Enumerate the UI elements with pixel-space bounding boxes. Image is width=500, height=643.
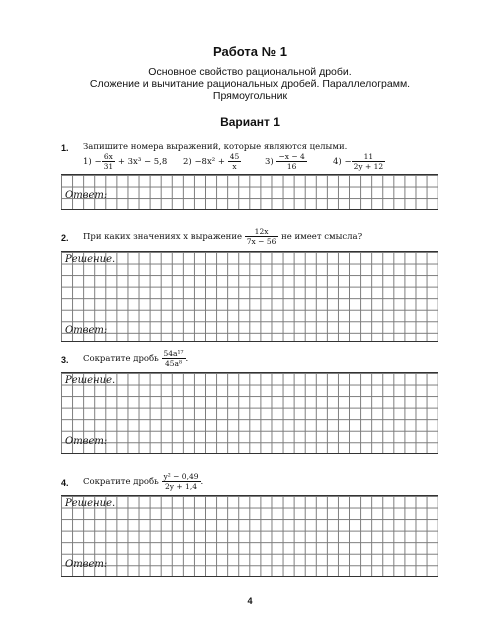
solution-label: Решение. bbox=[65, 375, 116, 386]
subtitle-line-3: Прямоугольник bbox=[212, 90, 288, 102]
solution-label: Решение. bbox=[65, 254, 116, 265]
task-2-number: 2. bbox=[61, 233, 69, 243]
answer-label: Ответ: bbox=[65, 190, 108, 201]
variant-heading: Вариант 1 bbox=[220, 115, 280, 129]
task-3-number: 3. bbox=[61, 355, 69, 365]
task-4-text: Сократите дробь $\frac{\text{y² − 0,49}}{2y + 1,4}$ . bbox=[83, 472, 204, 491]
subtitle-line-1: Основное свойство рациональной дроби. bbox=[148, 66, 352, 78]
answer-label: Ответ: bbox=[65, 325, 108, 336]
solution-grid-task-2[interactable] bbox=[61, 251, 438, 342]
page-number: 4 bbox=[247, 596, 253, 606]
answer-label: Ответ: bbox=[65, 559, 108, 570]
option-4: 4) − $\frac{11}{2y + 12}$ bbox=[333, 152, 384, 171]
task-1-text: Запишите номера выражений, которые являются целыми. bbox=[83, 142, 348, 152]
answer-label: Ответ: bbox=[65, 436, 108, 447]
page-title: Работа № 1 bbox=[213, 44, 287, 59]
task-3-text: Сократите дробь $\frac{\text{54a¹⁷}}{\text{45a⁸}}$ . bbox=[83, 349, 189, 368]
solution-grid-task-3[interactable] bbox=[61, 372, 438, 454]
subtitle-line-2: Сложение и вычитание рациональных дробей. Параллелограмм. bbox=[89, 78, 411, 90]
option-2: 2) −8x² + $\frac{45}{x}$ bbox=[183, 152, 240, 171]
task-4-number: 4. bbox=[61, 478, 69, 488]
option-1: 1) − $\frac{6x}{31}$ + 3x³ − 5,8 bbox=[83, 152, 168, 171]
task-1-number: 1. bbox=[61, 143, 69, 153]
task-2-text: При каких значениях x выражение $\frac{12x}{7x - 56}$ не имеет смысла? bbox=[83, 227, 363, 246]
solution-grid-task-4[interactable] bbox=[61, 495, 438, 577]
solution-label: Решение. bbox=[65, 498, 116, 509]
option-3: 3) $\frac{-x - 4}{16}$ bbox=[265, 152, 305, 171]
answer-grid-task-1[interactable] bbox=[61, 174, 438, 210]
